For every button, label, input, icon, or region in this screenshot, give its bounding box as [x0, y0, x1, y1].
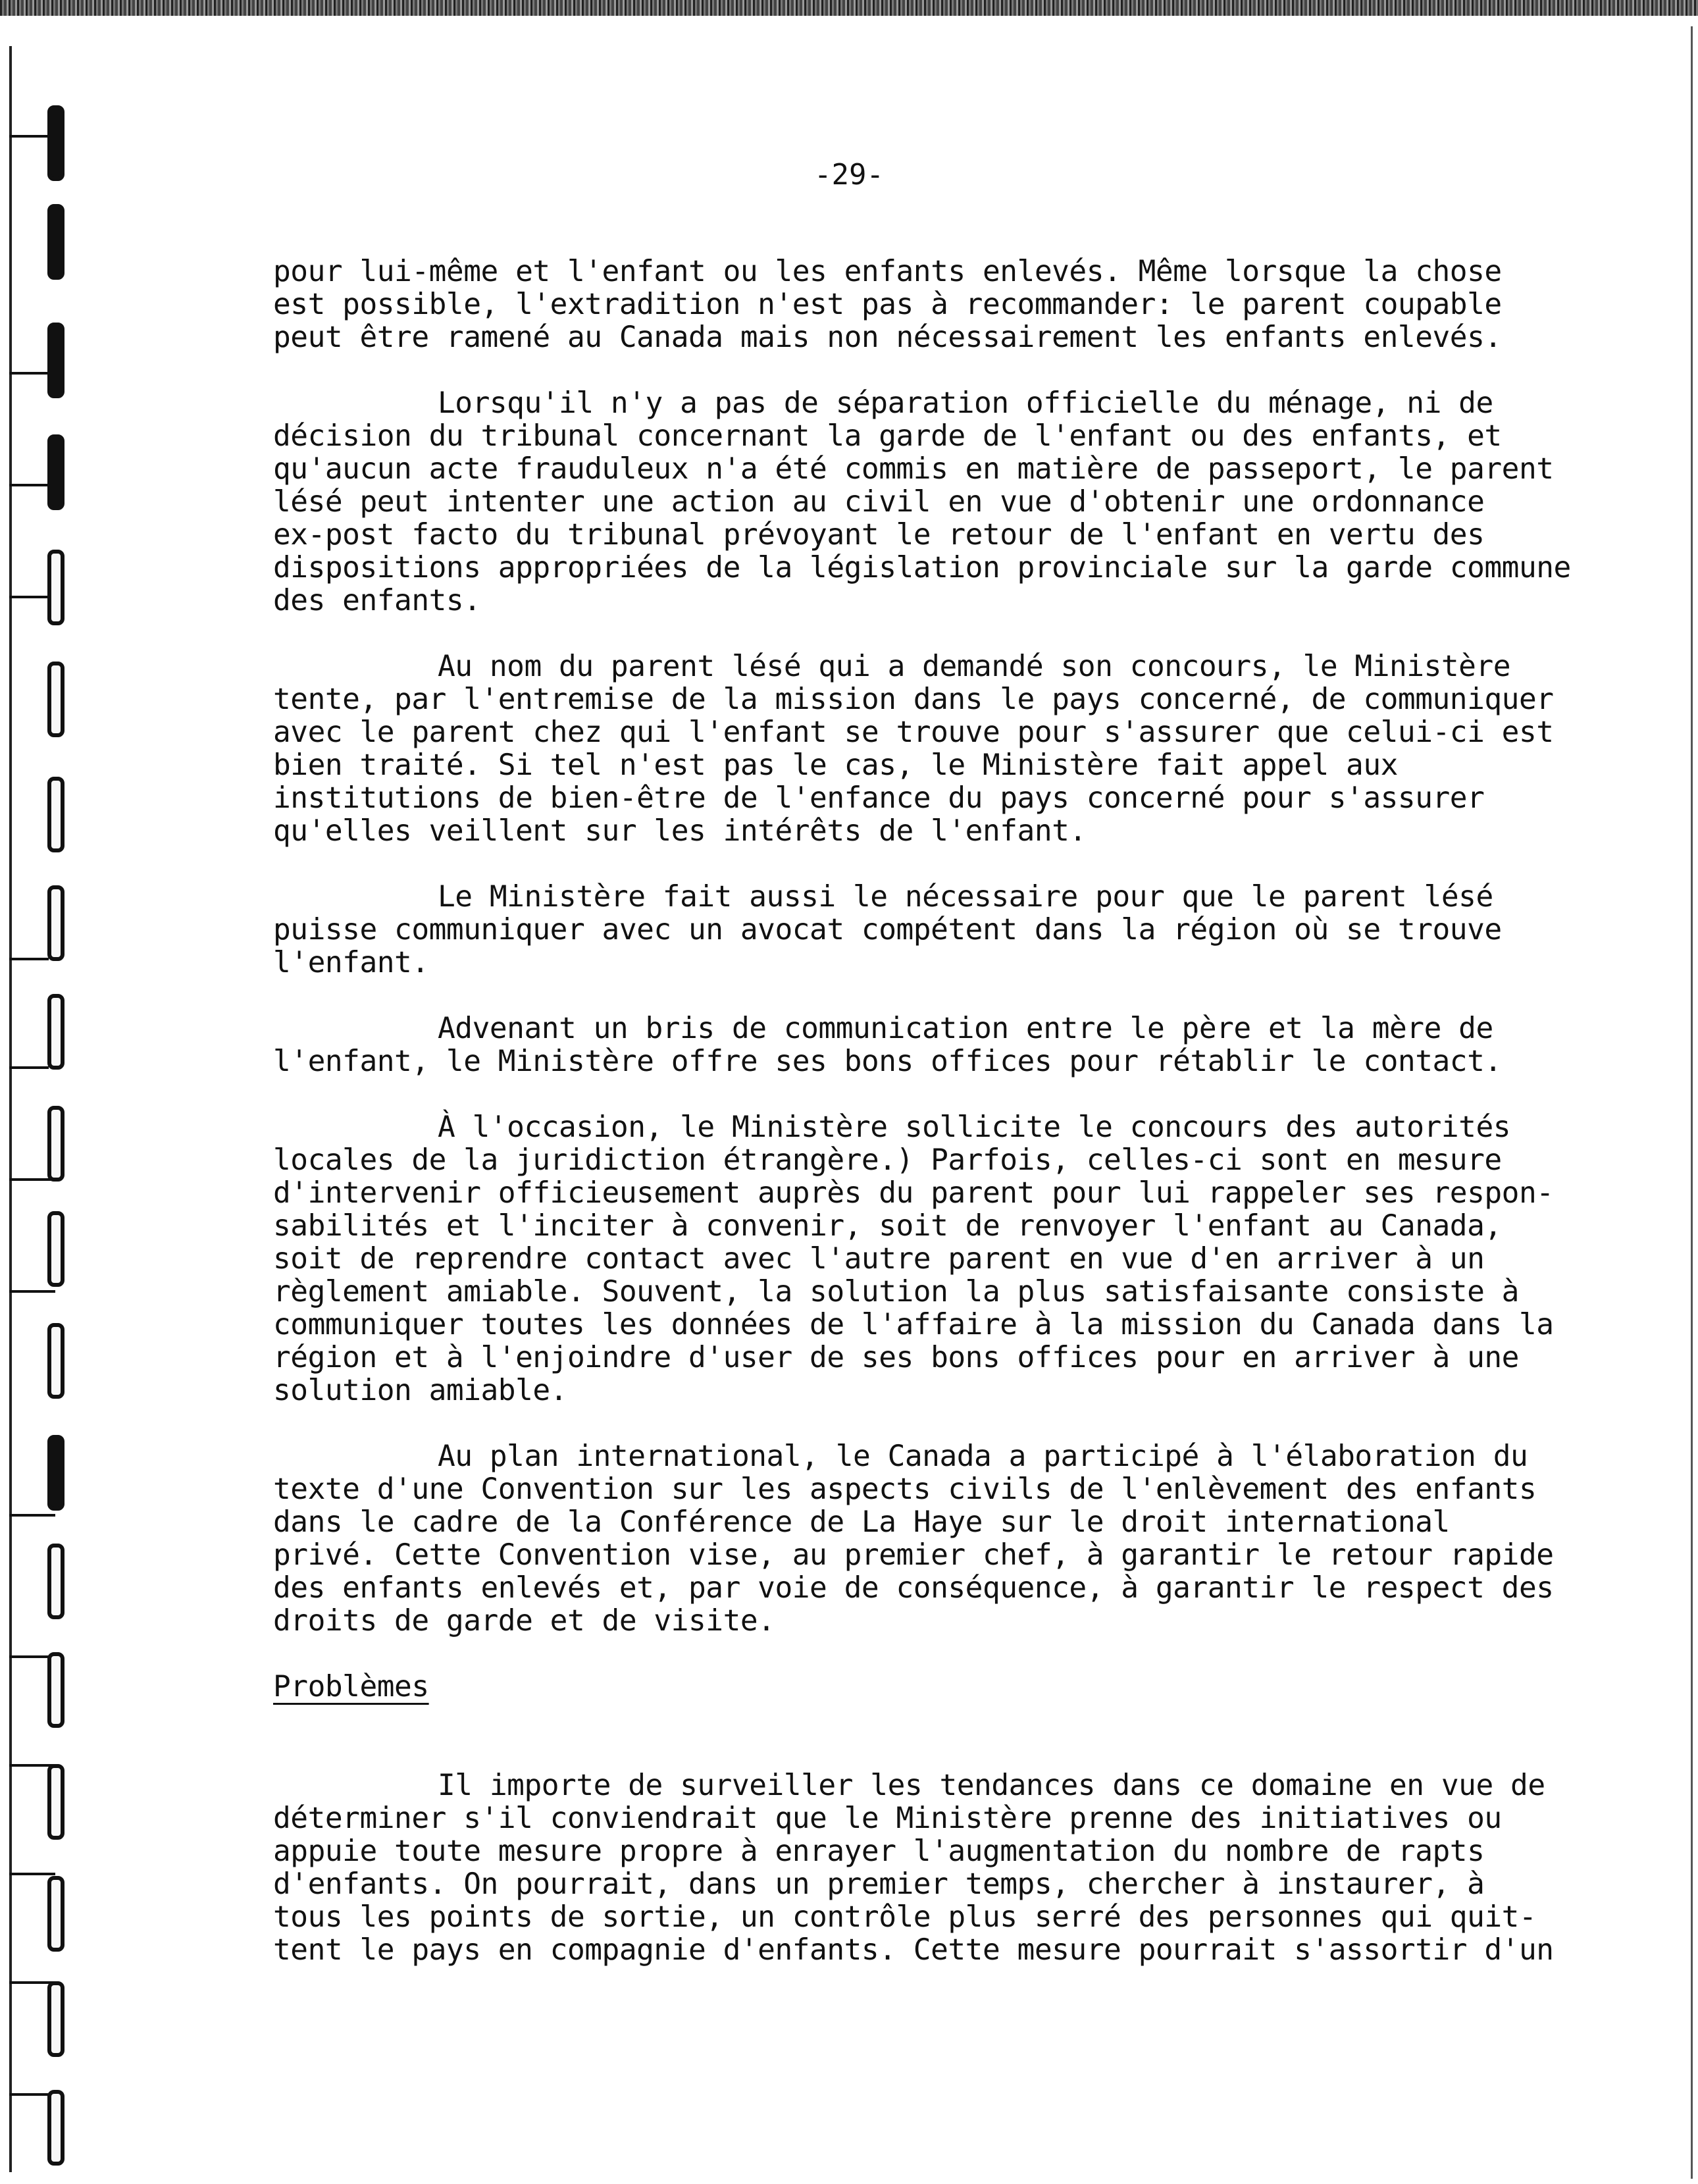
binding-hole	[47, 1323, 64, 1399]
binding-tick	[9, 1514, 55, 1517]
paragraph-ministry-mission: Au nom du parent lésé qui a demandé son concours, le Ministère tente, par l'entremise de la mission dans le pays concerné, de communiquer avec le parent chez qui l'enfant se trouve pour s'assurer que celui-ci est bien traité. Si tel n'est pas le cas, le Ministère fait appel aux institutions de bien-être de l'enfance du pays concerné pour s'assurer qu'elles veillent sur les intérêts de l'enfant.	[273, 650, 1554, 848]
binding-hole	[47, 550, 64, 625]
binding-tick	[9, 1290, 55, 1293]
binding-hole	[47, 434, 64, 510]
paragraph-lawyer: Le Ministère fait aussi le nécessaire pour que le parent lésé puisse communiquer avec un avocat compétent dans la région où se trouve l'enfant.	[273, 880, 1502, 979]
paragraph-local-authorities: À l'occasion, le Ministère sollicite le concours des autorités locales de la juridiction étrangère.) Parfois, celles-ci sont en mesure d'intervenir officieusement auprès du parent pour lui rappeler ses respon- sabilités et l'inciter à convenir, soit de renvoyer l'enfant au Canada, soit de reprendre contact avec l'autre parent en vue d'en arriver à un règlement amiable. Souvent, la solution la plus satisfaisante consiste à communiquer toutes les données de l'affaire à la mission du Canada dans la région et à l'enjoindre d'user de ses bons offices pour en arriver à une solution amiable.	[273, 1110, 1554, 1407]
binding-hole	[47, 1435, 64, 1511]
binding-hole	[47, 204, 64, 280]
document-body	[273, 255, 1589, 2000]
binding-hole	[47, 1211, 64, 1287]
binding-tick	[9, 1873, 55, 1875]
paragraph-problems: Il importe de surveiller les tendances dans ce domaine en vue de déterminer s'il conviendrait que le Ministère prenne des initiatives ou appuie toute mesure propre à enrayer l'augmentation du nombre de rapts d'enfants. On pourrait, dans un premier temps, chercher à instaurer, à tous les points de sortie, un contrôle plus serré des personnes qui quit- tent le pays en compagnie d'enfants. Cette mesure pourrait s'assortir d'un	[273, 1769, 1554, 1967]
binding-tick	[9, 484, 49, 486]
binding-hole	[47, 662, 64, 737]
page-number: -29-	[814, 158, 884, 192]
binding-hole	[47, 1106, 64, 1182]
binding-tick	[9, 958, 49, 960]
paragraph-communication: Advenant un bris de communication entre le père et la mère de l'enfant, le Ministère offre ses bons offices pour rétablir le contact.	[273, 1012, 1502, 1078]
page-edge-right	[1691, 26, 1693, 2179]
binding-hole	[47, 1981, 64, 2057]
binding-tick	[9, 1066, 49, 1069]
scan-edge-top	[0, 0, 1698, 16]
binding-strip	[0, 0, 92, 2184]
binding-hole	[47, 1764, 64, 1840]
binding-hole	[47, 1652, 64, 1728]
binding-hole	[47, 994, 64, 1070]
binding-hole	[47, 323, 64, 398]
paragraph-continued: pour lui-même et l'enfant ou les enfants enlevés. Même lorsque la chose est possible, l'extradition n'est pas à recommander: le parent coupable peut être ramené au Canada mais non nécessairement les enfants enlevés.	[273, 255, 1502, 354]
binding-hole	[47, 1544, 64, 1619]
binding-hole	[47, 885, 64, 961]
paragraph-hague-convention: Au plan international, le Canada a participé à l'élaboration du texte d'une Convention sur les aspects civils de l'enlèvement des enfants dans le cadre de la Conférence de La Haye sur le droit international privé. Cette Convention vise, au premier chef, à garantir le retour rapide des enfants enlevés et, par voie de conséquence, à garantir le respect des droits de garde et de visite.	[273, 1440, 1554, 1638]
binding-tick	[9, 1178, 55, 1181]
binding-hole	[47, 777, 64, 852]
binding-tick	[9, 596, 49, 598]
binding-hole	[47, 2090, 64, 2166]
binding-hole	[47, 1876, 64, 1952]
section-heading: Problèmes	[273, 1670, 429, 1703]
binding-rule	[9, 46, 12, 2172]
section-heading-wrap	[273, 1671, 1589, 1736]
paragraph-civil-action: Lorsqu'il n'y a pas de séparation officielle du ménage, ni de décision du tribunal concernant la garde de l'enfant ou des enfants, et qu'aucun acte frauduleux n'a été commis en matière de passeport, le parent lésé peut intenter une action au civil en vue d'obtenir une ordonnance ex-post facto du tribunal prévoyant le retour de l'enfant en vertu des dispositions appropriées de la législation provinciale sur la garde commune des enfants.	[273, 386, 1571, 617]
